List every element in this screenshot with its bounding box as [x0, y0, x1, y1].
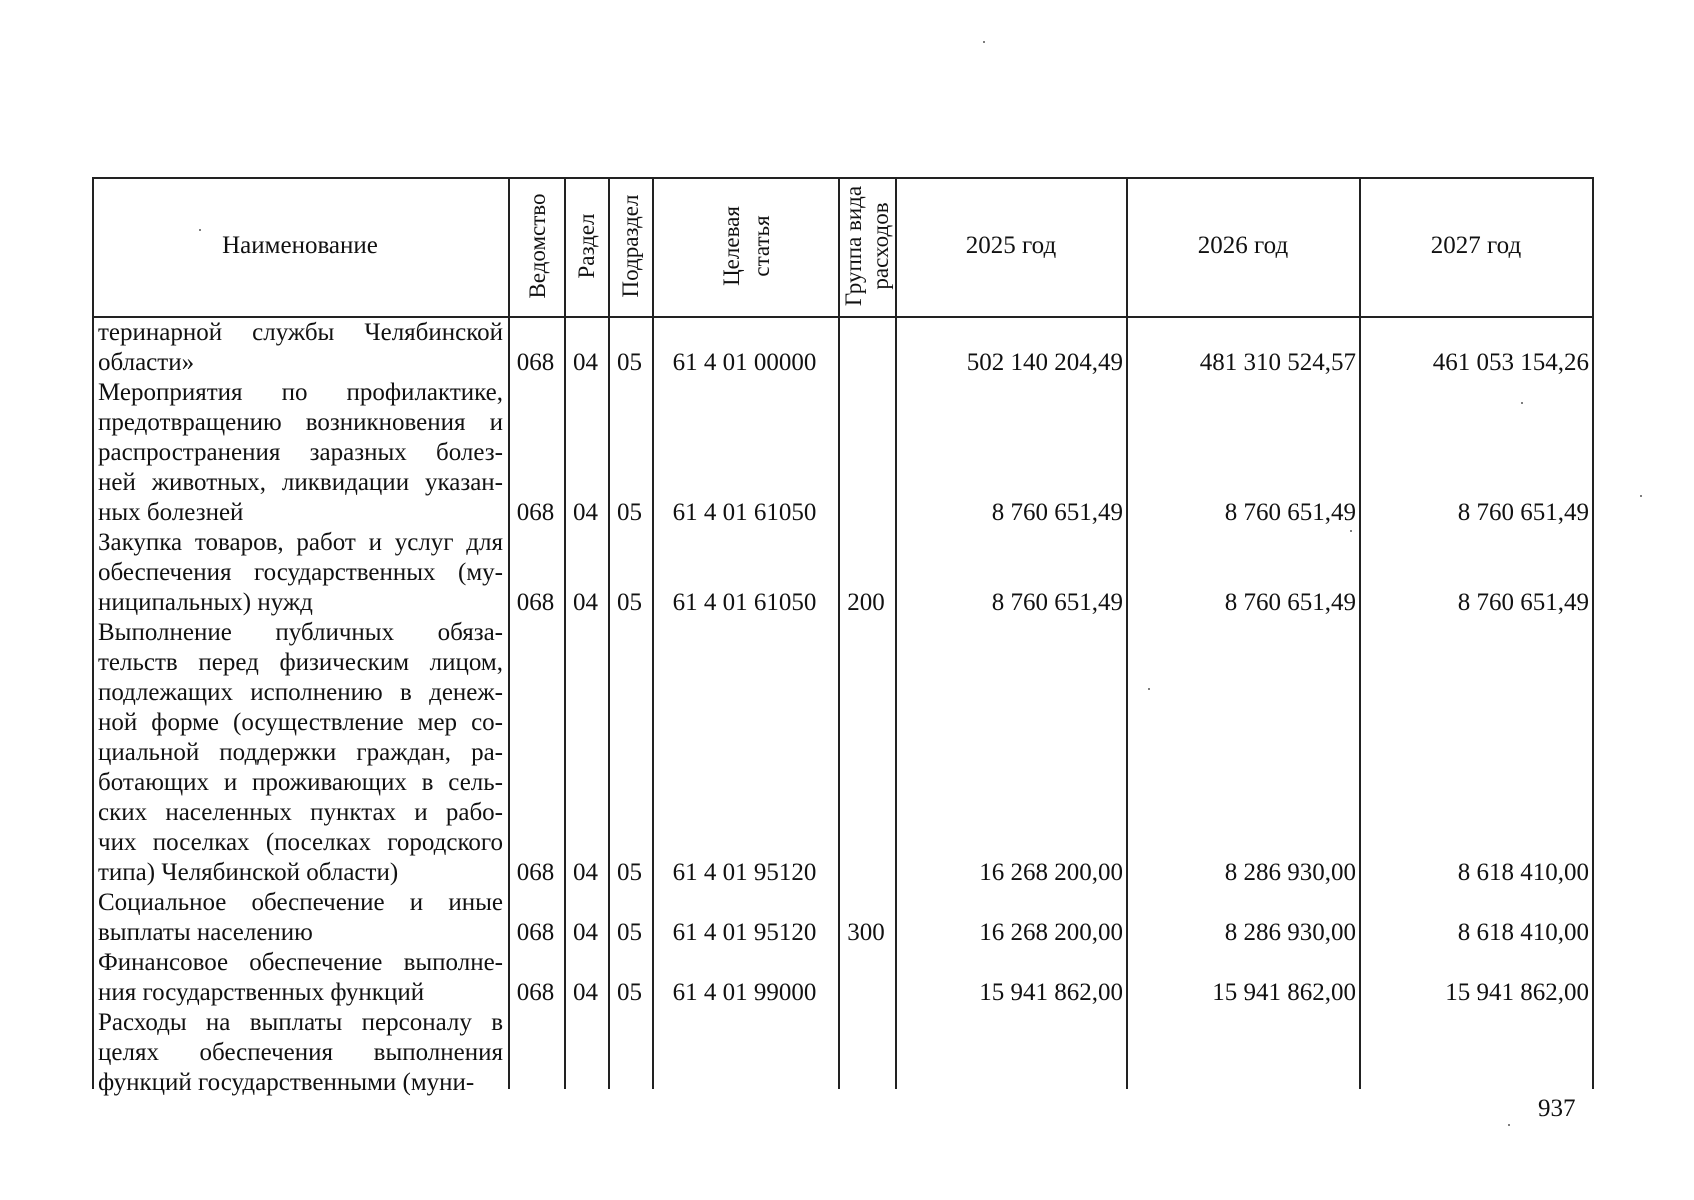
- cell-2025: 8 760 651,49: [991, 499, 1123, 526]
- cell-vedomstvo: 068: [516, 349, 555, 376]
- col-border-right: [1592, 177, 1594, 1089]
- name-line: Закупка товаров, работ и услуг для: [98, 529, 503, 556]
- name-line: Социальное обеспечение и иные: [98, 889, 503, 916]
- cell-celevaya-statya: 61 4 01 61050: [672, 499, 817, 526]
- cell-celevaya-statya: 61 4 01 95120: [672, 859, 817, 886]
- cell-name: [98, 948, 503, 1008]
- cell-razdel: 04: [573, 979, 598, 1006]
- name-line: распространения заразных болез-: [98, 439, 503, 466]
- header-2027: 2027 год: [1430, 232, 1522, 259]
- name-line: Мероприятия по профилактике,: [98, 379, 503, 406]
- cell-podrazdel: 05: [617, 349, 642, 376]
- scan-speck: [983, 41, 985, 43]
- name-line: ней животных, ликвидации указан-: [98, 469, 503, 496]
- name-line: ниципальных) нужд: [98, 589, 313, 616]
- name-line: Финансовое обеспечение выполне-: [98, 949, 503, 976]
- cell-vedomstvo: 068: [516, 589, 555, 616]
- cell-vedomstvo: 068: [516, 919, 555, 946]
- col-border-vr: [838, 177, 840, 1089]
- cell-2026: 8 286 930,00: [1224, 919, 1356, 946]
- name-line: ских населенных пунктах и рабо-: [98, 799, 503, 826]
- col-border-2026: [1126, 177, 1128, 1089]
- name-line: Выполнение публичных обяза-: [98, 619, 503, 646]
- cell-name: [98, 318, 503, 378]
- page-number: 937: [1538, 1095, 1576, 1122]
- cell-name: [98, 618, 503, 888]
- cell-2025: 16 268 200,00: [979, 919, 1123, 946]
- cell-name: [98, 888, 503, 948]
- table-top-border: [92, 177, 1594, 179]
- cell-2027: 15 941 862,00: [1445, 979, 1589, 1006]
- cell-vedomstvo: 068: [516, 859, 555, 886]
- header-celevaya-1: Целевая: [719, 206, 744, 286]
- name-line: ботающих и проживающих в сель-: [98, 769, 503, 796]
- header-podrazdel: Подраздел: [618, 194, 643, 298]
- cell-name: [98, 378, 503, 528]
- cell-2026: 8 286 930,00: [1224, 859, 1356, 886]
- name-line: ных болезней: [98, 499, 244, 526]
- col-border-podrazdel: [608, 177, 610, 1089]
- name-line: ния государственных функций: [98, 979, 425, 1006]
- cell-gruppa-vida: 300: [847, 919, 885, 946]
- cell-celevaya-statya: 61 4 01 99000: [672, 979, 817, 1006]
- name-line: чих поселках (поселках городского: [98, 829, 503, 856]
- cell-podrazdel: 05: [617, 859, 642, 886]
- col-border-ved: [508, 177, 510, 1089]
- name-line: теринарной службы Челябинской: [98, 319, 503, 346]
- cell-name: [98, 528, 503, 618]
- cell-razdel: 04: [573, 499, 598, 526]
- col-border-cs: [652, 177, 654, 1089]
- cell-2027: 461 053 154,26: [1432, 349, 1589, 376]
- cell-razdel: 04: [573, 349, 598, 376]
- scan-speck: [1350, 530, 1352, 532]
- cell-2026: 15 941 862,00: [1212, 979, 1356, 1006]
- header-razdel: Раздел: [574, 213, 599, 279]
- cell-2026: 8 760 651,49: [1224, 589, 1356, 616]
- scan-speck: [1640, 495, 1642, 497]
- cell-razdel: 04: [573, 919, 598, 946]
- cell-2025: 15 941 862,00: [979, 979, 1123, 1006]
- col-border-2025: [895, 177, 897, 1089]
- header-gruppa-1: Группа вида: [841, 185, 866, 307]
- header-vedomstvo: Ведомство: [525, 193, 550, 299]
- cell-2027: 8 618 410,00: [1457, 919, 1589, 946]
- cell-2025: 8 760 651,49: [991, 589, 1123, 616]
- name-line: целях обеспечения выполнения: [98, 1039, 503, 1066]
- cell-2025: 502 140 204,49: [966, 349, 1123, 376]
- header-celevaya-2: статья: [749, 215, 774, 277]
- cell-podrazdel: 05: [617, 589, 642, 616]
- cell-2027: 8 760 651,49: [1457, 589, 1589, 616]
- header-gruppa-2: расходов: [868, 202, 893, 290]
- cell-2027: 8 760 651,49: [1457, 499, 1589, 526]
- name-line: выплаты населению: [98, 919, 313, 946]
- cell-podrazdel: 05: [617, 919, 642, 946]
- cell-2027: 8 618 410,00: [1457, 859, 1589, 886]
- cell-celevaya-statya: 61 4 01 95120: [672, 919, 817, 946]
- cell-celevaya-statya: 61 4 01 00000: [672, 349, 817, 376]
- cell-podrazdel: 05: [617, 979, 642, 1006]
- scan-speck: [1521, 402, 1523, 404]
- scan-speck: [1508, 1124, 1510, 1126]
- scan-speck: [199, 229, 201, 231]
- name-line: области»: [98, 349, 195, 376]
- name-line: циальной поддержки граждан, ра-: [98, 739, 503, 766]
- cell-gruppa-vida: 200: [847, 589, 885, 616]
- name-line: обеспечения государственных (му-: [98, 559, 503, 586]
- name-line: функций государственными (муни-: [98, 1069, 475, 1096]
- cell-celevaya-statya: 61 4 01 61050: [672, 589, 817, 616]
- header-2026: 2026 год: [1197, 232, 1289, 259]
- name-line: предотвращению возникновения и: [98, 409, 503, 436]
- cell-2025: 16 268 200,00: [979, 859, 1123, 886]
- cell-razdel: 04: [573, 589, 598, 616]
- col-border-razdel: [564, 177, 566, 1089]
- name-line: Расходы на выплаты персоналу в: [98, 1009, 503, 1036]
- name-line: тельств перед физическим лицом,: [98, 649, 503, 676]
- header-name: Наименование: [222, 232, 378, 259]
- name-line: ной форме (осуществление мер со-: [98, 709, 503, 736]
- cell-podrazdel: 05: [617, 499, 642, 526]
- col-border-2027: [1359, 177, 1361, 1089]
- cell-vedomstvo: 068: [516, 499, 555, 526]
- scan-speck: [1148, 688, 1150, 690]
- cell-razdel: 04: [573, 859, 598, 886]
- col-border-left: [92, 177, 94, 1089]
- cell-2026: 481 310 524,57: [1199, 349, 1356, 376]
- name-line: подлежащих исполнению в денеж-: [98, 679, 503, 706]
- name-line: типа) Челябинской области): [98, 859, 399, 886]
- cell-name: [98, 1008, 503, 1098]
- header-2025: 2025 год: [965, 232, 1057, 259]
- cell-vedomstvo: 068: [516, 979, 555, 1006]
- cell-2026: 8 760 651,49: [1224, 499, 1356, 526]
